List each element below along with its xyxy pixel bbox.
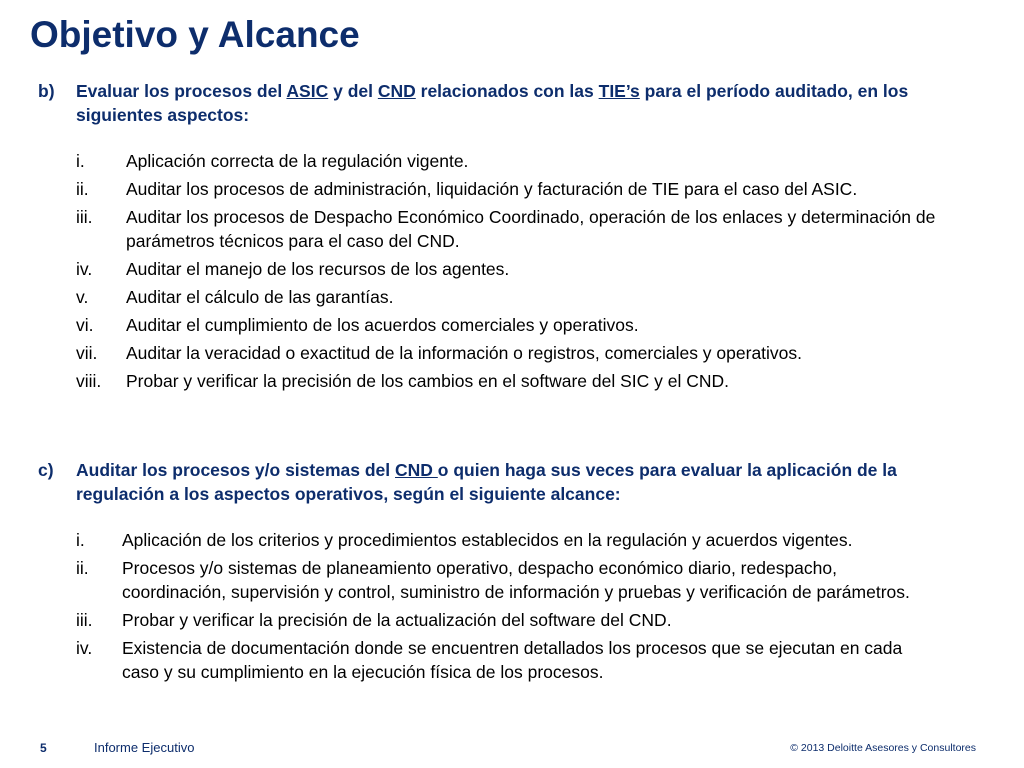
- heading-text: y del: [328, 81, 378, 101]
- item-number: vii.: [76, 343, 98, 363]
- list-item: [38, 528, 938, 552]
- heading-text: relacionados con las: [415, 81, 599, 101]
- section-c-list: [38, 528, 938, 684]
- heading-ties: TIE’s: [598, 81, 640, 101]
- copyright-notice: © 2013 Deloitte Asesores y Consultores: [790, 742, 976, 754]
- item-number: i.: [76, 151, 85, 171]
- page-number: 5: [40, 741, 47, 755]
- section-c-heading: [38, 458, 938, 506]
- item-number: iii.: [76, 207, 93, 227]
- item-text: Probar y verificar la precisión de los cambios en el software del SIC y el CND.: [126, 371, 730, 391]
- item-text: Aplicación correcta de la regulación vigente.: [126, 151, 469, 171]
- section-c: [38, 458, 938, 688]
- heading-cnd: CND: [395, 460, 438, 480]
- item-text: Auditar los procesos de administración, liquidación y facturación de TIE para el caso del ASIC.: [126, 179, 858, 199]
- list-item: [38, 257, 938, 281]
- heading-text: Evaluar los procesos del: [76, 81, 287, 101]
- list-item: [38, 149, 938, 173]
- section-b-list: [38, 149, 938, 393]
- list-item: [38, 608, 938, 632]
- list-item: [38, 313, 938, 337]
- item-number: ii.: [76, 179, 89, 199]
- item-text: Probar y verificar la precisión de la actualización del software del CND.: [122, 610, 672, 630]
- section-b-heading: [38, 79, 938, 127]
- item-text: Auditar los procesos de Despacho Económico Coordinado, operación de los enlaces y determinación de parámetros técnicos para el caso del CND.: [126, 207, 936, 251]
- list-item: [38, 205, 938, 253]
- report-title: Informe Ejecutivo: [94, 740, 195, 755]
- list-item: [38, 177, 938, 201]
- item-number: v.: [76, 287, 89, 307]
- item-text: Auditar el cálculo de las garantías.: [126, 287, 394, 307]
- heading-asic: ASIC: [286, 81, 329, 101]
- item-number: iv.: [76, 259, 93, 279]
- list-item: [38, 285, 938, 309]
- item-number: iv.: [76, 638, 93, 658]
- item-number: vi.: [76, 315, 94, 335]
- heading-text: Auditar los procesos y/o sistemas del: [76, 460, 395, 480]
- item-text: Aplicación de los criterios y procedimientos establecidos en la regulación y acuerdos vigentes.: [122, 530, 853, 550]
- heading-text: o quien haga sus veces para evaluar la aplicación de la regulación a los aspectos operativos, según el siguiente alcance:: [76, 460, 897, 504]
- section-c-letter: c): [38, 460, 54, 480]
- item-text: Auditar el cumplimiento de los acuerdos comerciales y operativos.: [126, 315, 639, 335]
- list-item: [38, 341, 938, 365]
- list-item: [38, 636, 938, 684]
- item-number: i.: [76, 530, 85, 550]
- item-number: iii.: [76, 610, 93, 630]
- section-b-letter: b): [38, 81, 55, 101]
- item-text: Auditar la veracidad o exactitud de la información o registros, comerciales y operativos.: [126, 343, 803, 363]
- heading-cnd: CND: [377, 81, 416, 101]
- list-item: [38, 556, 938, 604]
- heading-text: para el período auditado, en los siguientes aspectos:: [76, 81, 909, 125]
- list-item: [38, 369, 938, 393]
- item-number: ii.: [76, 558, 89, 578]
- section-b: [38, 79, 938, 397]
- item-text: Existencia de documentación donde se encuentren detallados los procesos que se ejecutan en cada caso y su cumplimiento en la ejecución física de los procesos.: [122, 638, 903, 682]
- item-text: Auditar el manejo de los recursos de los agentes.: [126, 259, 510, 279]
- item-number: viii.: [76, 371, 102, 391]
- page-title: Objetivo y Alcance: [30, 14, 360, 55]
- item-text: Procesos y/o sistemas de planeamiento operativo, despacho económico diario, redespacho, coordinación, supervisión y control, suministro de información y pruebas y verificación de parámetros.: [122, 558, 910, 602]
